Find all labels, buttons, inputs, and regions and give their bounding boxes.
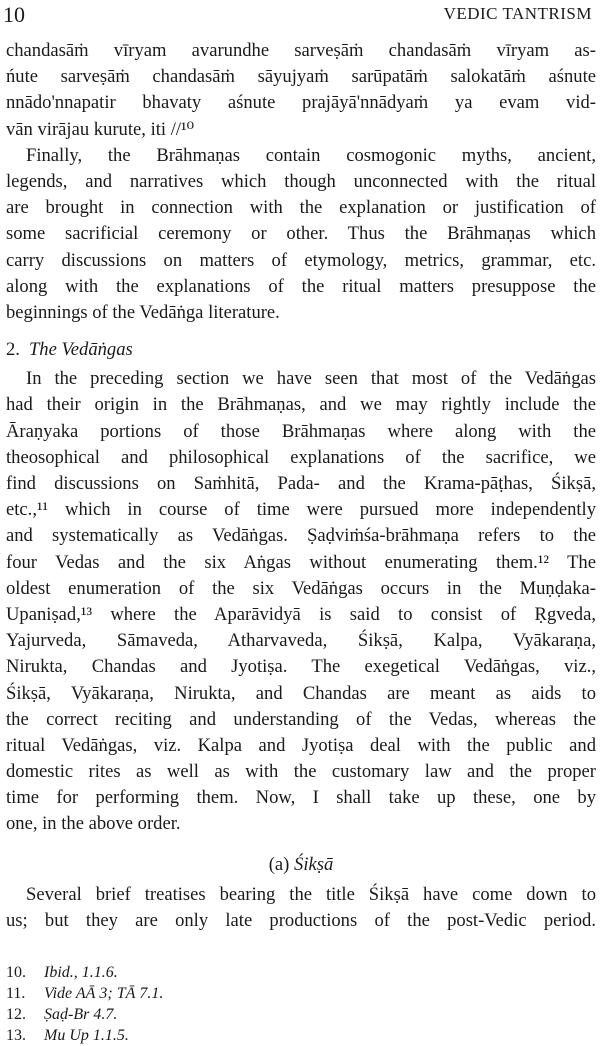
footnote-number: 11. [6,985,26,1002]
footnote [6,962,163,983]
footnote-text: Ibid., 1.1.6. [44,964,118,981]
text-line: Yajurveda, Sāmaveda, Atharvaveda, Śikṣā, Kalpa, Vyākaraṇa, [6,630,596,652]
paragraph [6,366,596,837]
text-line: Āraṇyaka portions of those Brāhmaṇas where along with the [6,420,596,442]
paragraph [6,882,596,934]
text-line: one, in the above order. [6,813,181,835]
text-line: ritual Vedāṅgas, viz. Kalpa and Jyotiṣa deal with the public and [6,734,596,756]
section-number: 2. [6,339,20,361]
text-line: legends, and narratives which though unconnected with the ritual [6,170,596,192]
footnote-text: Vide AĀ 3; TĀ 7.1. [44,985,164,1002]
text-line: theosophical and philosophical explanations of the sacrifice, we [6,446,596,468]
section-heading [6,337,596,363]
text-line: carry discussions on matters of etymology, metrics, grammar, etc. [6,249,596,271]
footnote-number: 13. [6,1027,26,1044]
footnote-text: Mu Up 1.1.5. [44,1027,129,1044]
footnote-text: Ṣaḍ-Br 4.7. [44,1006,118,1023]
text-line: nnādo'nnapatir bhavaty aśnute prajāyā'nnādyaṁ ya evam vid- [6,92,596,114]
text-line: some sacrificial ceremony or other. Thus the Brāhmaṇas which [6,223,596,245]
text-line: chandasāṁ vīryam avarundhe sarveṣāṁ chandasāṁ vīryam as- [6,40,596,61]
footnotes [6,962,163,1046]
text-line: etc.,¹¹ which in course of time were pursued more independently [6,499,596,521]
text-line: find discussions on Saṁhitā, Pada- and the Krama-pāṭhas, Śikṣā, [6,473,596,495]
text-line: oldest enumeration of the six Vedāṅgas occurs in the Muṇḍaka- [6,577,596,599]
text-line: In the preceding section we have seen that most of the Vedāṅgas [26,368,596,390]
text-line: had their origin in the Brāhmaṇas, and we may rightly include the [6,394,596,416]
text-line: are brought in connection with the explanation or justification of [6,197,596,219]
paragraph [6,143,596,326]
text-line: Finally, the Brāhmaṇas contain cosmogonic myths, ancient, [26,144,596,166]
running-head: VEDIC TANTRISM [443,4,592,23]
text-line: ńute sarveṣāṁ chandasāṁ sāyujyaṁ sarūpatāṁ salokatāṁ aśnute [6,66,596,88]
page-number: 10 [3,2,25,27]
text-line: domestic rites as well as with the customary law and the proper [6,761,596,783]
footnote-number: 12. [6,1006,26,1023]
footnote [6,1004,163,1025]
main-text [6,38,596,934]
text-line: the correct reciting and understanding of the Vedas, whereas the [6,708,596,730]
text-line: beginnings of the Vedāṅga literature. [6,301,280,323]
section-title: The Vedāṅgas [28,339,133,361]
text-line: four Vedas and the six Aṅgas without enumerating them.¹² The [6,551,596,573]
text-line: Several brief treatises bearing the title Śikṣā have come down to [26,883,596,905]
page-header [3,2,592,30]
text-line: and systematically as Vedāṅgas. Ṣaḍviṁśa-brāhmaṇa refers to the [6,525,596,547]
subsection-title: Śikṣā [294,853,334,875]
text-line: Śikṣā, Vyākaraṇa, Nirukta, and Chandas are meant as aids to [6,682,596,704]
text-line: along with the explanations of the ritual matters presuppose the [6,275,596,297]
subsection-heading [6,852,596,878]
text-line: us; but they are only late productions of the post-Vedic period. [6,910,596,932]
footnote-number: 10. [6,964,26,981]
text-line: Nirukta, Chandas and Jyotiṣa. The exegetical Vedāṅgas, viz., [6,656,596,678]
text-line: vān virājau kurute, iti //¹⁰ [6,118,195,140]
subsection-label: (a) [268,853,290,875]
footnote [6,983,163,1004]
text-line: Upaniṣad,¹³ where the Aparāvidyā is said to consist of Ṛgveda, [6,603,596,625]
text-line: time for performing them. Now, I shall take up these, one by [6,787,596,809]
footnote [6,1025,163,1046]
quoted-sanskrit-passage [6,38,596,143]
